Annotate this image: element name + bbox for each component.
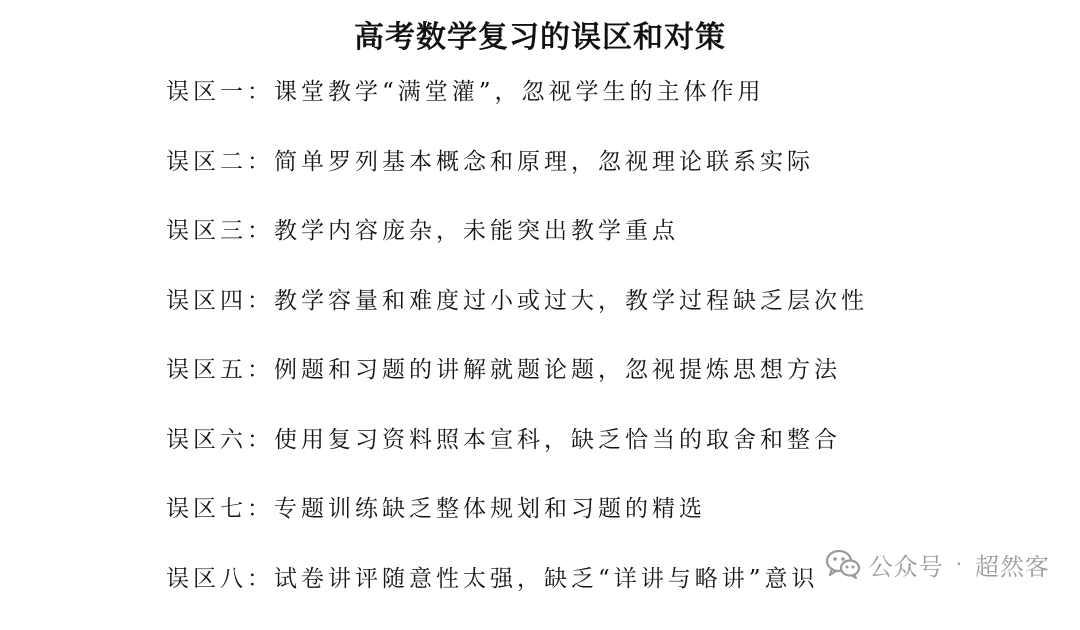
item-text: 例题和习题的讲解就题论题，忽视提炼思想方法 <box>274 352 841 388</box>
list-item <box>166 561 868 630</box>
watermark-account: 超然客 <box>975 547 1050 582</box>
item-label: 误区七 <box>166 491 247 527</box>
item-label: 误区四 <box>166 283 247 319</box>
item-label: 误区八 <box>166 561 247 597</box>
item-colon: ： <box>247 144 274 180</box>
item-colon: ： <box>247 491 274 527</box>
item-text: 教学容量和难度过小或过大，教学过程缺乏层次性 <box>274 283 868 319</box>
list-item <box>166 422 868 492</box>
list-item <box>166 74 868 144</box>
item-text: 简单罗列基本概念和原理，忽视理论联系实际 <box>274 144 814 180</box>
item-colon: ： <box>247 561 274 597</box>
watermark <box>825 544 1050 584</box>
item-label: 误区一 <box>166 74 247 110</box>
list-item <box>166 144 868 214</box>
item-colon: ： <box>247 422 274 458</box>
item-label: 误区五 <box>166 352 247 388</box>
watermark-dot: · <box>956 552 963 576</box>
item-label: 误区二 <box>166 144 247 180</box>
list-item <box>166 352 868 422</box>
wechat-icon <box>825 549 861 579</box>
list-item <box>166 491 868 561</box>
item-text: 试卷讲评随意性太强，缺乏“详讲与略讲”意识 <box>274 561 819 597</box>
page-title: 高考数学复习的误区和对策 <box>0 18 1080 58</box>
item-text: 教学内容庞杂，未能突出教学重点 <box>274 213 679 249</box>
item-colon: ： <box>247 74 274 110</box>
list-item <box>166 283 868 353</box>
item-label: 误区三 <box>166 213 247 249</box>
item-colon: ： <box>247 352 274 388</box>
misconception-list <box>166 74 868 630</box>
item-text: 课堂教学“满堂灌”，忽视学生的主体作用 <box>274 74 765 110</box>
list-item <box>166 213 868 283</box>
item-label: 误区六 <box>166 422 247 458</box>
item-colon: ： <box>247 213 274 249</box>
item-text: 使用复习资料照本宣科，缺乏恰当的取舍和整合 <box>274 422 841 458</box>
item-text: 专题训练缺乏整体规划和习题的精选 <box>274 491 706 527</box>
item-colon: ： <box>247 283 274 319</box>
watermark-source: 公众号 <box>869 547 944 582</box>
